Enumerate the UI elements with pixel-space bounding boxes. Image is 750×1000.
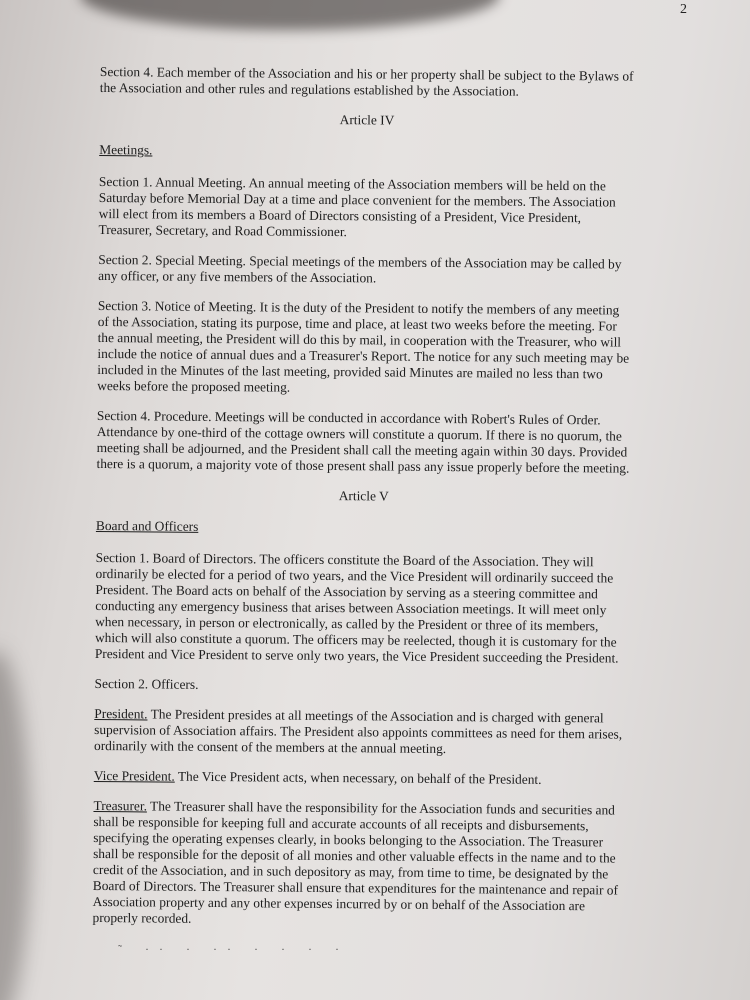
officer-title: Treasurer. [93,797,148,814]
officer-paragraph [92,798,628,931]
page-number: 2 [680,2,687,17]
section-heading: Meetings. [99,141,153,158]
section-paragraph: Section 3. Notice of Meeting. It is the duty of the President to notify the members of any meeting of the Association, stating its purpose, time and place, at least two weeks before the meeting. For the annual meeting, the President will do this by mail, in cooperation with the Treasurer, who will include the notice of annual dues and a Treasurer's Report. The notice for any such meeting may be included in the Minutes of the last meeting, provided said Minutes are mailed no less than two weeks before the proposed meeting. [97,297,630,395]
officer-paragraph [94,768,629,789]
photo-shadow-left [0,650,30,1000]
document-body [92,64,635,945]
section-paragraph: Section 2. Officers. [94,675,199,692]
officer-paragraph [94,706,629,759]
section-paragraph: Section 1. Board of Directors. The officers constitute the Board of the Association. They will ordinarily be elected for a period of two years, and the Vice President will ordinarily succeed the President. The Board acts on behalf of the Association by serving as a steering committee and conducting any emergency business that arises between Association meetings. It will meet only when necessary, in person or electronically, as called by the President or three of its members, which will also constitute a quorum. The officers may be reelected, though it is customary for the President and Vice President to serve only two years, the Vice President succeeding the President. [94,549,619,666]
officer-description: The Vice President acts, when necessary, on behalf of the President. [174,768,542,787]
section-paragraph: Section 4. Procedure. Meetings will be conducted in accordance with Robert's Rules of Order. Attendance by one-third of the cottage owners will constitute a quorum. If there is no quorum, the meeting shall be adjourned, and the President shall call the meeting again within 30 days. Provided there is a quorum, a majority vote of those present shall pass any issue properly before the meeting. [96,407,630,476]
article-heading: Article IV [339,112,395,128]
officer-description: The Treasurer shall have the responsibility for the Association funds and securities and shall be responsible for keeping full and accurate accounts of all receipts and disbursements, specifying the operating expenses clearly, in books belonging to the Association. The Treasurer shall be responsible for the deposit of all monies and other valuable effects in the name and to the credit of the Association, and in such depository as may, from time to time, be designated by the Board of Directors. The Treasurer shall ensure that expenditures for the maintenance and repair of Association property and any other expenses incurred by or on behalf of the Association are properly recorded. [92,798,619,926]
photo-shadow-top [80,0,500,30]
section-paragraph: Section 2. Special Meeting. Special meetings of the members of the Association may be called by any officer, or any five members of the Association. [98,251,622,286]
section-paragraph: Section 1. Annual Meeting. An annual meeting of the Association members will be held on the Saturday before Memorial Day at a time and place convenient for the members. The Association will elect from its members a Board of Directors consisting of a President, Vice President, Treasurer, Secretary, and Road Commissioner. [98,173,616,240]
officer-title: Vice President. [93,767,175,784]
section-heading: Board and Officers [95,517,199,534]
article-heading: Article V [338,488,389,504]
officer-title: President. [94,705,148,722]
section-paragraph: Section 4. Each member of the Association and his or her property shall be subject to the Bylaws of the Association and other rules and regulations established by the Association. [99,64,634,99]
ink-marks: ˜ ·· · ·· · · · · [118,942,349,956]
officer-description: The President presides at all meetings of the Association and is charged with general supervision of Association affairs. The President also appoints committees as need for them arises, ordinarily with the consent of the members at the annual meeting. [93,706,623,757]
